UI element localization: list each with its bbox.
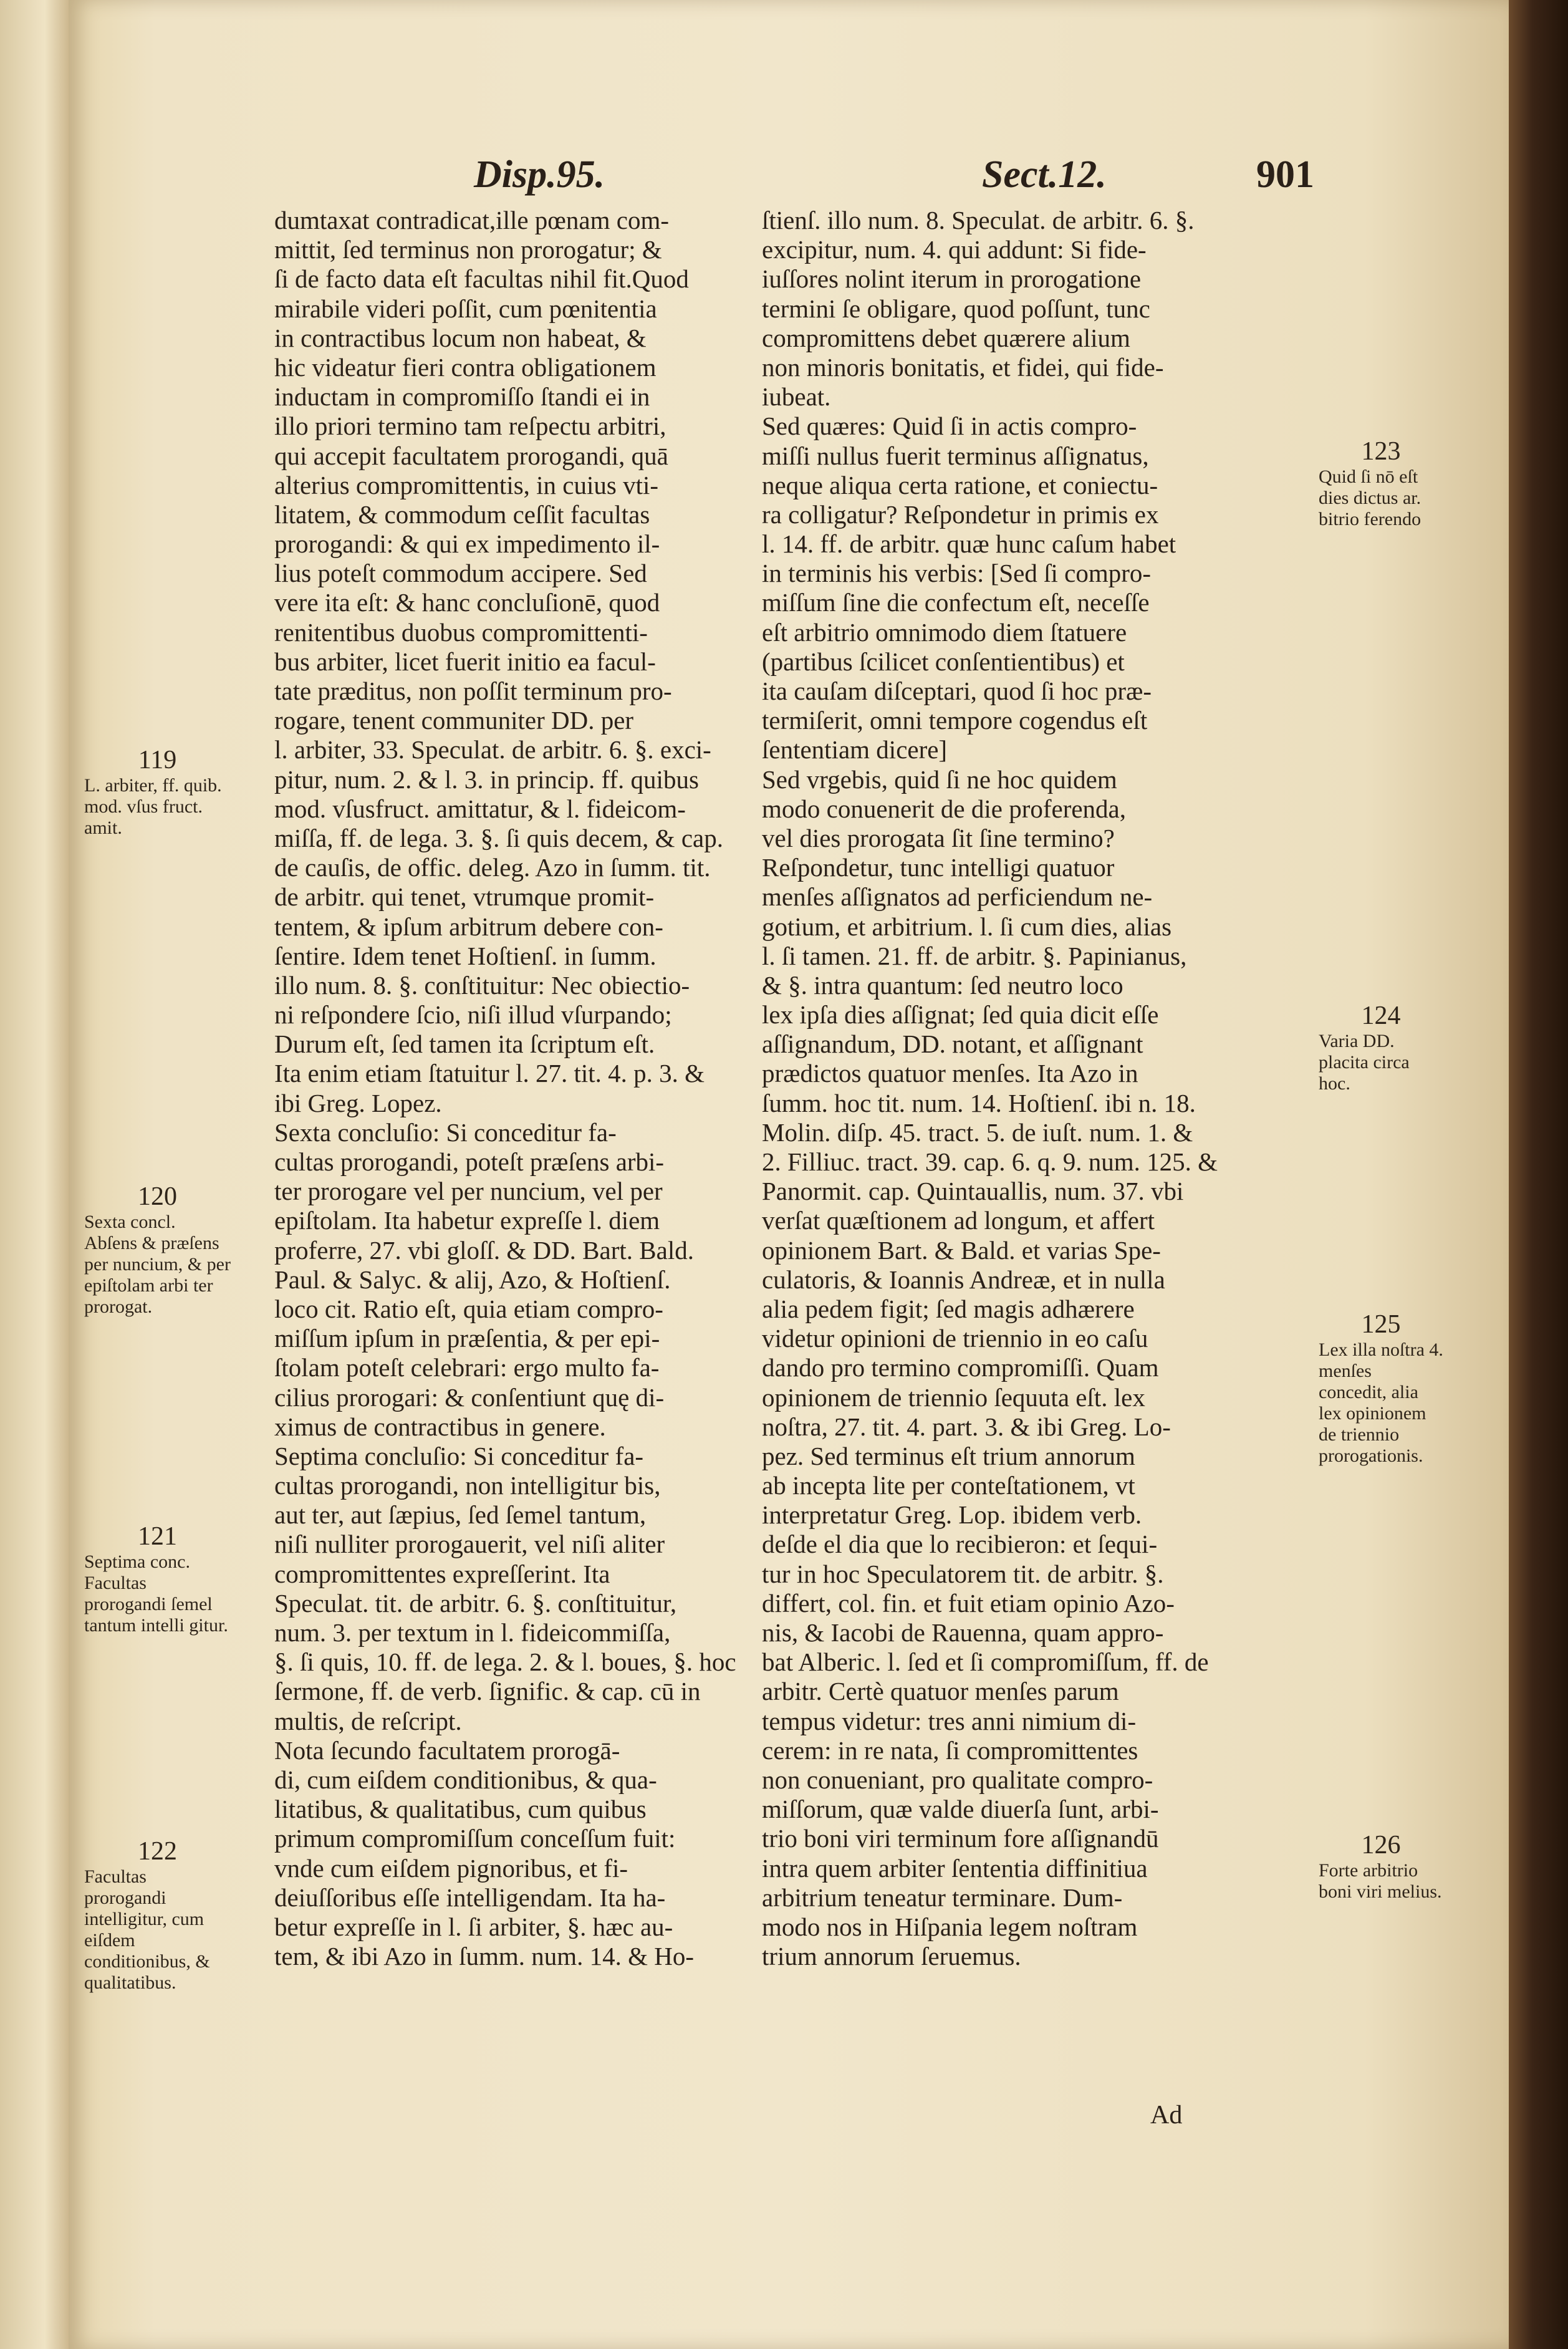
text-line: neque aliqua certa ratione, et coniectu- <box>762 470 1158 499</box>
text-line: 2. Filliuc. tract. 39. cap. 6. q. 9. num. 125. & <box>762 1147 1218 1176</box>
text-line: ſtolam poteſt celebrari: ergo multo fa- <box>274 1353 660 1382</box>
note-text: Forte arbitrio boni viri melius. <box>1319 1860 1442 1902</box>
text-line: multis, de reſcript. <box>274 1706 462 1735</box>
text-line: Septima concluſio: Si conceditur fa- <box>274 1441 644 1470</box>
catchword: Ad <box>1150 2101 1183 2130</box>
right-text-column <box>762 206 1311 1971</box>
note-number: 120 <box>138 1182 177 1211</box>
text-line: Sed quæres: Quid ſi in actis compro- <box>762 412 1137 441</box>
text-line: Reſpondetur, tunc intelligi quatuor <box>762 853 1115 882</box>
text-line: dando pro termino compromiſſi. Quam <box>762 1353 1159 1382</box>
note-text: Sexta concl. Abſens & præſens per nuncium, & per epiſtolam arbi ter prorogat. <box>84 1212 231 1317</box>
text-line: l. arbiter, 33. Speculat. de arbitr. 6. §. exci- <box>274 735 711 765</box>
text-line: epiſtolam. Ita habetur expreſſe l. diem <box>274 1206 660 1235</box>
text-line: l. ſi tamen. 21. ff. de arbitr. §. Papinianus, <box>762 941 1187 970</box>
running-header <box>243 153 1314 203</box>
text-line: intra quem arbiter ſententia diffinitiua <box>762 1853 1148 1883</box>
text-line: differt, col. fin. et fuit etiam opinio Azo- <box>762 1588 1175 1618</box>
text-line: l. 14. ff. de arbitr. quæ hunc caſum habet <box>762 529 1176 559</box>
text-line: interpretatur Greg. Lop. ibidem verb. <box>762 1500 1142 1530</box>
note-text: Facultas prorogandi intelligitur, cum eiſdem conditionibus, & qualitatibus. <box>84 1866 210 1993</box>
text-line: deſde el dia que lo recibieron: et ſequi- <box>762 1530 1158 1559</box>
text-line: miſſorum, quæ valde diuerſa ſunt, arbi- <box>762 1795 1159 1824</box>
text-line: ter prorogare vel per nuncium, vel per <box>274 1177 663 1206</box>
text-line: verſat quæſtionem ad longum, et affert <box>762 1206 1155 1235</box>
text-line: pitur, num. 2. & l. 3. in princip. ff. quibus <box>274 765 699 794</box>
note-text: Varia DD. placita circa hoc. <box>1319 1031 1410 1094</box>
text-line: menſes aſſignatos ad perficiendum ne- <box>762 882 1153 912</box>
text-line: litatibus, & qualitatibus, cum quibus <box>274 1795 647 1824</box>
text-line: arbitrium teneatur terminare. Dum- <box>762 1883 1123 1912</box>
text-line: ra colligatur? Reſpondetur in primis ex <box>762 499 1159 529</box>
text-line: mod. vſusfruct. amittatur, & l. fideicom- <box>274 794 686 823</box>
left-text-column <box>274 206 754 1971</box>
text-line: de arbitr. qui tenet, vtrumque promit- <box>274 882 655 912</box>
text-line: §. ſi quis, 10. ff. de lega. 2. & l. boues, §. hoc <box>274 1647 736 1677</box>
text-line: iuſſores nolint iterum in prorogatione <box>762 264 1142 294</box>
header-section: Sect.12. <box>982 153 1107 196</box>
text-line: compromittens debet quærere alium <box>762 323 1130 352</box>
text-line: illo priori termino tam reſpectu arbitri, <box>274 412 666 441</box>
text-line: lex ipſa dies aſſignat; ſed quia dicit eſſe <box>762 1000 1159 1030</box>
text-line: miſſi nullus fuerit terminus aſſignatus, <box>762 441 1149 470</box>
note-number: 122 <box>138 1837 177 1866</box>
note-number: 121 <box>138 1522 177 1551</box>
text-line: qui accepit facultatem prorogandi, quā <box>274 441 668 470</box>
note-text: L. arbiter, ff. quib. mod. vſus fruct. amit. <box>84 775 222 838</box>
text-line: ſtienſ. illo num. 8. Speculat. de arbitr. 6. §. <box>762 206 1195 234</box>
header-disputation: Disp.95. <box>474 153 605 196</box>
text-line: miſſa, ff. de lega. 3. §. ſi quis decem, & cap. <box>274 823 723 852</box>
text-line: noſtra, 27. tit. 4. part. 3. & ibi Greg. Lo- <box>762 1412 1171 1441</box>
text-line: nis, & Iacobi de Rauenna, quam appro- <box>762 1618 1164 1647</box>
text-line: proferre, 27. vbi gloſſ. & DD. Bart. Bald. <box>274 1235 694 1265</box>
text-line: Nota ſecundo facultatem prorogā- <box>274 1735 620 1765</box>
left-margin-note <box>84 1522 231 1636</box>
text-line: tur in hoc Speculatorem tit. de arbitr. §. <box>762 1559 1164 1588</box>
text-line: cultas prorogandi, poteſt præſens arbi- <box>274 1147 665 1176</box>
text-line: hic videatur fieri contra obligationem <box>274 352 657 382</box>
text-line: illo num. 8. §. conſtituitur: Nec obiectio- <box>274 970 690 1000</box>
note-number: 124 <box>1361 1001 1401 1030</box>
text-line: ſermone, ff. de verb. ſignific. & cap. cū in <box>274 1677 701 1706</box>
text-line: vel dies prorogata ſit ſine termino? <box>762 823 1115 852</box>
note-number: 123 <box>1361 437 1401 466</box>
text-line: Sed vrgebis, quid ſi ne hoc quidem <box>762 765 1117 794</box>
text-line: tentem, & ipſum arbitrum debere con- <box>274 912 663 941</box>
text-line: alterius compromittentis, in cuius vti- <box>274 470 659 499</box>
note-text: Lex illa noſtra 4. menſes concedit, alia lex opinionem de triennio prorogationis. <box>1319 1339 1443 1466</box>
text-line: di, cum eiſdem conditionibus, & qua- <box>274 1765 657 1794</box>
text-line: ita cauſam diſceptari, quod ſi hoc præ- <box>762 677 1152 705</box>
right-margin-note <box>1319 437 1443 530</box>
text-line: termiſerit, omni tempore cogendus eſt <box>762 706 1148 735</box>
text-line: niſi nulliter prorogauerit, vel niſi aliter <box>274 1530 665 1559</box>
book-fore-edge <box>1509 0 1568 2349</box>
note-text: Septima conc. Facultas prorogandi ſemel tantum intelli gitur. <box>84 1551 228 1636</box>
text-line: miſſum ipſum in præſentia, & per epi- <box>274 1324 660 1353</box>
text-line: mirabile videri poſſit, cum pœnitentia <box>274 294 657 323</box>
text-line: prorogandi: & qui ex impedimento il- <box>274 529 660 559</box>
text-line: pez. Sed terminus eſt trium annorum <box>762 1441 1135 1470</box>
note-number: 125 <box>1361 1310 1401 1339</box>
text-line: trio boni viri terminum fore aſſignandū <box>762 1824 1159 1853</box>
text-line: deiuſſoribus eſſe intelligendam. Ita ha- <box>274 1883 666 1912</box>
text-line: primum compromiſſum conceſſum fuit: <box>274 1824 676 1853</box>
text-line: tate præditus, non poſſit terminum pro- <box>274 677 672 705</box>
text-line: tempus videtur: tres anni nimium di- <box>762 1706 1137 1735</box>
left-margin-note <box>84 1182 231 1318</box>
text-line: alia pedem figit; ſed magis adhærere <box>762 1294 1135 1323</box>
text-line: modo conuenerit de die proferenda, <box>762 794 1127 823</box>
text-line: miſſum ſine die confectum eſt, neceſſe <box>762 588 1150 617</box>
right-margin-note <box>1319 1310 1443 1467</box>
text-line: betur expreſſe in l. ſi arbiter, §. hæc au- <box>274 1912 673 1941</box>
text-line: excipitur, num. 4. qui addunt: Si fide- <box>762 235 1147 264</box>
text-line: & §. intra quantum: ſed neutro loco <box>762 970 1123 1000</box>
text-line: vere ita eſt: & hanc concluſionē, quod <box>274 588 660 617</box>
text-line: de cauſis, de offic. deleg. Azo in ſumm. tit. <box>274 853 711 882</box>
text-line: Speculat. tit. de arbitr. 6. §. conſtituitur, <box>274 1588 677 1618</box>
text-line: in contractibus locum non habeat, & <box>274 323 647 352</box>
text-line: Paul. & Salyc. & alij, Azo, & Hoſtienſ. <box>274 1265 671 1294</box>
text-line: cultas prorogandi, non intelligitur bis, <box>274 1471 661 1500</box>
left-margin-note <box>84 1836 231 1994</box>
text-line: rogare, tenent communiter DD. per <box>274 706 634 735</box>
text-line: bat Alberic. l. ſed et ſi compromiſſum, ff. de <box>762 1647 1209 1677</box>
text-line: dumtaxat contradicat,ille pœnam com- <box>274 206 669 234</box>
text-line: eſt arbitrio omnimodo diem ſtatuere <box>762 617 1127 647</box>
text-line: Sexta concluſio: Si conceditur fa- <box>274 1117 617 1147</box>
text-line: loco cit. Ratio eſt, quia etiam compro- <box>274 1294 663 1323</box>
text-line: Durum eſt, ſed tamen ita ſcriptum eſt. <box>274 1030 655 1059</box>
text-line: non conueniant, pro qualitate compro- <box>762 1765 1153 1794</box>
text-line: modo nos in Hiſpania legem noſtram <box>762 1912 1138 1941</box>
text-line: Panormit. cap. Quintauallis, num. 37. vbi <box>762 1177 1184 1206</box>
note-number: 126 <box>1361 1831 1401 1859</box>
text-line: trium annorum ſeruemus. <box>762 1942 1021 1971</box>
text-line: prædictos quatuor menſes. Ita Azo in <box>762 1059 1138 1088</box>
text-line: cilius prorogari: & conſentiunt quę di- <box>274 1382 665 1412</box>
text-line: (partibus ſcilicet conſentientibus) et <box>762 647 1125 676</box>
text-line: videtur opinioni de triennio in eo caſu <box>762 1324 1148 1353</box>
text-line: aut ter, aut ſæpius, ſed ſemel tantum, <box>274 1500 647 1530</box>
text-line: compromittentes expreſſerint. Ita <box>274 1559 610 1588</box>
text-line: Ita enim etiam ſtatuitur l. 27. tit. 4. p. 3. & <box>274 1059 705 1088</box>
text-line: arbitr. Certè quatuor menſes parum <box>762 1677 1119 1706</box>
text-line: ximus de contractibus in genere. <box>274 1412 606 1441</box>
text-line: opinionem Bart. & Bald. et varias Spe- <box>762 1235 1161 1265</box>
text-line: Molin. diſp. 45. tract. 5. de iuſt. num. 1. & <box>762 1117 1193 1147</box>
left-margin-note <box>84 745 231 839</box>
text-line: tem, & ibi Azo in ſumm. num. 14. & Ho- <box>274 1942 695 1971</box>
note-number: 119 <box>138 746 177 774</box>
text-line: iubeat. <box>762 382 831 412</box>
text-line: ſumm. hoc tit. num. 14. Hoſtienſ. ibi n. 18. <box>762 1088 1196 1117</box>
text-line: ſententiam dicere] <box>762 735 948 765</box>
text-line: bus arbiter, licet fuerit initio ea facul- <box>274 647 656 676</box>
text-line: termini ſe obligare, quod poſſunt, tunc <box>762 294 1150 323</box>
text-line: inductam in compromiſſo ſtandi ei in <box>274 382 650 412</box>
text-line: renitentibus duobus compromittenti- <box>274 617 648 647</box>
right-margin-note <box>1319 1830 1443 1903</box>
page-number: 901 <box>1256 153 1314 196</box>
text-line: gotium, et arbitrium. l. ſi cum dies, alias <box>762 912 1172 941</box>
text-line: ni reſpondere ſcio, niſi illud vſurpando; <box>274 1000 672 1030</box>
text-line: litatem, & commodum ceſſit facultas <box>274 499 650 529</box>
text-line: cerem: in re nata, ſi compromittentes <box>762 1735 1138 1765</box>
text-line: in terminis his verbis: [Sed ſi compro- <box>762 559 1152 588</box>
text-line: lius poteſt commodum accipere. Sed <box>274 559 647 588</box>
text-line: ab incepta lite per conteſtationem, vt <box>762 1471 1135 1500</box>
text-line: ſentire. Idem tenet Hoſtienſ. in ſumm. <box>274 941 657 970</box>
text-line: non minoris bonitatis, et fidei, qui fide- <box>762 352 1164 382</box>
text-line: num. 3. per textum in l. fideicommiſſa, <box>274 1618 671 1647</box>
text-line: aſſignandum, DD. notant, et aſſignant <box>762 1030 1143 1059</box>
right-margin-note <box>1319 1001 1443 1094</box>
text-line: ſi de facto data eſt facultas nihil fit.Quod <box>274 264 689 294</box>
text-line: mittit, ſed terminus non prorogatur; & <box>274 235 662 264</box>
text-line: culatoris, & Ioannis Andreæ, et in nulla <box>762 1265 1165 1294</box>
note-text: Quid ſi nō eſt dies dictus ar. bitrio ferendo <box>1319 466 1421 529</box>
text-line: ibi Greg. Lopez. <box>274 1088 442 1117</box>
text-line: opinionem de triennio ſequuta eſt. lex <box>762 1382 1145 1412</box>
text-line: vnde cum eiſdem pignoribus, et fi- <box>274 1853 628 1883</box>
